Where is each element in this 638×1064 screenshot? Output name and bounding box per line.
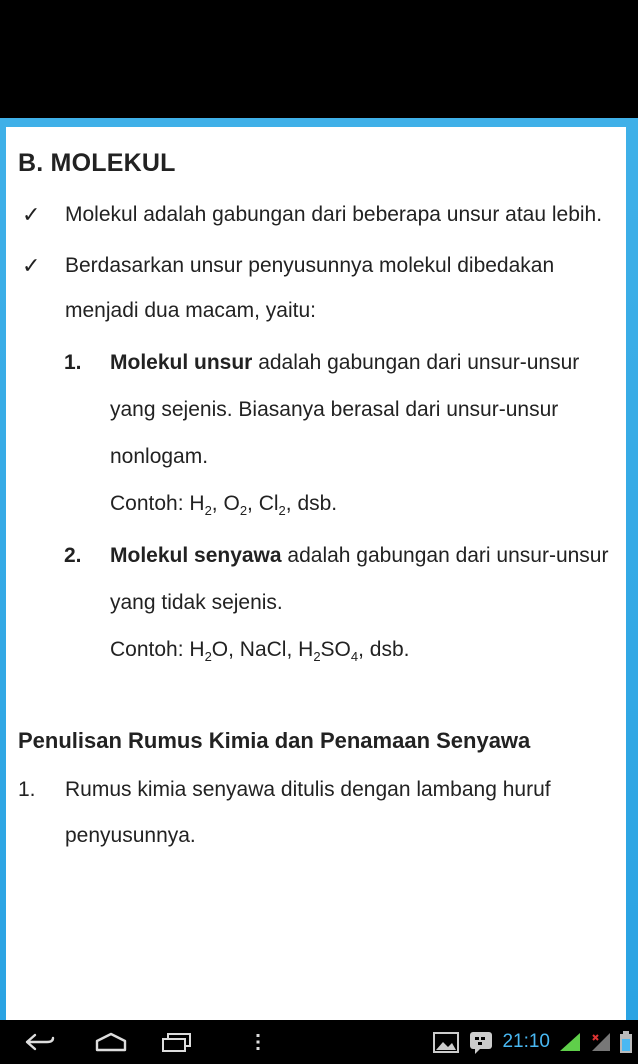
example-tail: , dsb. [285,492,338,515]
example-label: Contoh: [110,638,190,661]
example-line [18,480,618,528]
bullet-item [18,243,618,333]
checkmark-icon: ✓ [22,253,41,278]
item-number: 1. [64,351,82,374]
term-description: adalah gabungan dari unsur-unsur yang tidak sejenis. [110,544,609,614]
checkmark-icon: ✓ [22,202,41,227]
term-description: adalah gabungan dari unsur-unsur yang sejenis. Biasanya berasal dari unsur-unsur nonlogam. [110,351,580,468]
gallery-notification-icon[interactable] [432,1030,460,1054]
slide-page [6,127,626,1020]
formula-list: $H_2O$, NaCl, $H_2SO_4$ [189,638,359,665]
recent-apps-icon [160,1031,194,1053]
example-tail: , dsb. [358,638,410,661]
formula-list: $H_2$, $O_2$, $Cl_2$ [189,492,286,519]
back-icon [23,1032,57,1052]
term-molekul-senyawa: Molekul senyawa [110,544,282,567]
home-icon [93,1031,129,1053]
section-title: Penulisan Rumus Kimia dan Penamaan Senyawa [18,728,531,753]
item-number: 2. [64,544,82,567]
rule-number: 1. [18,778,36,801]
overflow-menu-icon [255,1033,261,1051]
bullet-item [18,192,618,237]
rule-text: Rumus kimia senyawa ditulis dengan lambang huruf penyusunnya. [65,778,551,847]
slide-frame [0,118,638,1020]
home-button[interactable] [88,1028,134,1056]
signal-strength-icon [558,1031,582,1053]
slide-heading: B. MOLEKUL [18,149,176,177]
molecule-type-item [18,339,618,480]
slide-content [18,149,618,859]
status-clock: 21:10 [502,1031,550,1052]
recent-apps-button[interactable] [155,1028,199,1056]
top-black-bar [0,0,638,118]
molecule-type-item [18,532,618,626]
bullet-text: Molekul adalah gabungan dari beberapa unsur atau lebih. [65,203,603,226]
signal-strength-secondary-icon [590,1031,612,1053]
back-button[interactable] [20,1028,60,1056]
bbm-notification-icon[interactable] [468,1030,494,1054]
example-label: Contoh: [110,492,190,515]
status-area [432,1020,638,1064]
rule-item [18,767,618,859]
menu-button[interactable] [248,1028,268,1056]
example-line [18,626,618,674]
android-navigation-bar [0,1020,638,1064]
term-molekul-unsur: Molekul unsur [110,351,253,374]
battery-icon [620,1030,632,1054]
bullet-text: Berdasarkan unsur penyusunnya molekul dibedakan menjadi dua macam, yaitu: [65,254,555,322]
